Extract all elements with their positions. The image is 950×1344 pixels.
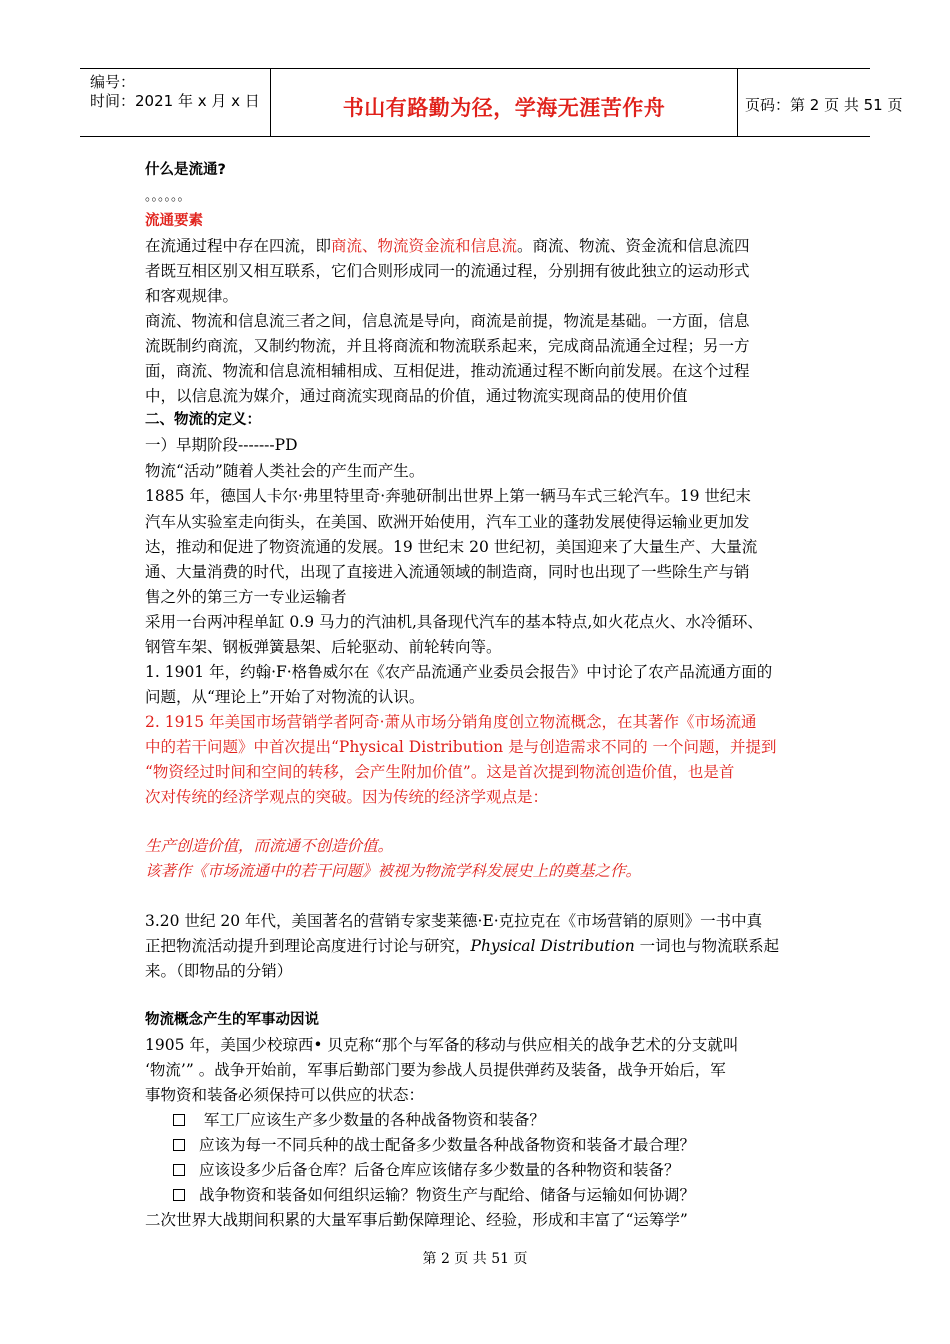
paragraph-line: 二次世界大战期间积累的大量军事后勤保障理论、经验，形成和丰富了“运筹学” (145, 1211, 688, 1229)
italic-line: 该著作《市场流通中的若干问题》被视为物流学科发展史上的奠基之作。 (145, 862, 642, 880)
paragraph-line: “物资经过时间和空间的转移，会产生附加价值”。这是首次提到物流创造价值，也是首 (145, 763, 735, 781)
paragraph-line: 者既互相区别又相互联系，它们合则形成同一的流通过程，分别拥有彼此独立的运动形式 (145, 262, 750, 280)
bullet-text: 战争物资和装备如何组织运输？物资生产与配给、储备与运输如何协调？ (199, 1186, 696, 1204)
checkbox-square-icon (173, 1189, 185, 1201)
paragraph-line: 商流、物流和信息流三者之间，信息流是导向，商流是前提，物流是基础。一方面，信息 (145, 312, 750, 330)
paragraph-line: 来。（即物品的分销） (145, 962, 293, 980)
paragraph-line: 售之外的第三方一专业运输者 (145, 588, 347, 606)
highlight-text: 商流、物流资金流和信息流 (331, 237, 518, 255)
bullet-item (173, 1185, 695, 1205)
ellipsis-dots: 。。。。。。 (145, 189, 191, 204)
text-run: 。商流、物流、资金流和信息流四 (517, 237, 750, 255)
bullet-item (173, 1160, 680, 1180)
italic-line: 生产创造价值，而流通不创造价值。 (145, 837, 394, 855)
paragraph-line: 3.20 世纪 20 年代，美国著名的营销专家斐莱德·E·克拉克在《市场营销的原则》一书中真 (145, 912, 763, 930)
paragraph-line: 1885 年，德国人卡尔·弗里特里奇·奔驰研制出世界上第一辆马车式三轮汽车。19 世纪末 (145, 487, 751, 505)
bullet-item (173, 1135, 695, 1155)
date-label: 时间：2021 年 x 月 x 日 (90, 92, 260, 110)
paragraph-line: 面，商流、物流和信息流相辅相成、互相促进，推动流通过程不断向前发展。在这个过程 (145, 362, 750, 380)
header-center-cell (270, 69, 738, 136)
definition-title: 二、物流的定义： (145, 412, 261, 428)
header-left-cell (80, 69, 270, 136)
bullet-item (173, 1110, 545, 1130)
paragraph-line: 达，推动和促进了物资流通的发展。19 世纪末 20 世纪初，美国迎来了大量生产、大量流 (145, 538, 758, 556)
paragraph-line: 流既制约商流，又制约物流，并且将商流和物流联系起来，完成商品流通全过程；另一方 (145, 337, 750, 355)
paragraph-line: 通、大量消费的时代，出现了直接进入流通领域的制造商，同时也出现了一些除生产与销 (145, 563, 750, 581)
paragraph-line: 钢管车架、钢板弹簧悬架、后轮驱动、前轮转向等。 (145, 638, 502, 656)
header-table (80, 68, 903, 137)
italic-term: Physical Distribution (470, 937, 635, 955)
page-footer: 第 2 页 共 51 页 (422, 1251, 528, 1267)
paragraph-line: 采用一台两冲程单缸 0.9 马力的汽油机,具备现代汽车的基本特点,如火花点火、水冷循环、 (145, 613, 763, 631)
paragraph-line: 1905 年，美国少校琼西• 贝克称“那个与军备的移动与供应相关的战争艺术的分支就叫 (145, 1036, 739, 1054)
checkbox-square-icon (173, 1114, 185, 1126)
bullet-text: 应该为每一不同兵种的战士配备多少数量各种战备物资和装备才最合理？ (199, 1136, 696, 1154)
military-title: 物流概念产生的军事动因说 (145, 1012, 319, 1028)
header-right-cell (737, 69, 903, 136)
paragraph-line (145, 936, 779, 956)
paragraph-line: ‘物流’” 。战争开始前，军事后勤部门要为参战人员提供弹药及装备，战争开始后，军 (145, 1061, 726, 1079)
bullet-text: 军工厂应该生产多少数量的各种战备物资和装备？ (199, 1111, 545, 1129)
number-label: 编号： (90, 73, 136, 91)
paragraph-line: 2. 1915 年美国市场营销学者阿奇·萧从市场分销角度创立物流概念，在其著作《市场流通 (145, 713, 757, 731)
paragraph-line: 1. 1901 年，约翰·F·格鲁威尔在《农产品流通产业委员会报告》中讨论了农产品流通方面的 (145, 663, 773, 681)
paragraph-line: 事物资和装备必须保持可以供应的状态： (145, 1086, 425, 1104)
text-run: 正把物流活动提升到理论高度进行讨论与研究， (145, 937, 471, 955)
page-label: 页码：第 2 页 共 51 页 (745, 96, 903, 114)
text-run: 在流通过程中存在四流，即 (145, 237, 332, 255)
bullet-text: 应该设多少后备仓库？后备仓库应该储存多少数量的各种物资和装备？ (199, 1161, 680, 1179)
paragraph-line: 物流“活动”随着人类社会的产生而产生。 (145, 462, 425, 480)
checkbox-square-icon (173, 1139, 185, 1151)
early-stage-heading: 一）早期阶段-------PD (145, 436, 298, 454)
paragraph-line: 问题，从“理论上”开始了对物流的认识。 (145, 688, 425, 706)
paragraph-line (145, 236, 750, 256)
paragraph-line: 和客观规律。 (145, 287, 239, 305)
elements-title: 流通要素 (145, 213, 203, 229)
text-run: 一词也与物流联系起 (634, 937, 780, 955)
paragraph-line: 汽车从实验室走向街头，在美国、欧洲开始使用，汽车工业的蓬勃发展使得运输业更加发 (145, 513, 750, 531)
question-title: 什么是流通? (145, 162, 226, 178)
checkbox-square-icon (173, 1164, 185, 1176)
motto: 书山有路勤为径，学海无涯苦作舟 (342, 96, 666, 120)
paragraph-line: 中的若干问题》中首次提出“Physical Distribution 是与创造需求不同的 一个问题，并提到 (145, 738, 777, 756)
paragraph-line: 中，以信息流为媒介，通过商流实现商品的价值，通过物流实现商品的使用价值 (145, 387, 688, 405)
paragraph-line: 次对传统的经济学观点的突破。因为传统的经济学观点是： (145, 788, 549, 806)
